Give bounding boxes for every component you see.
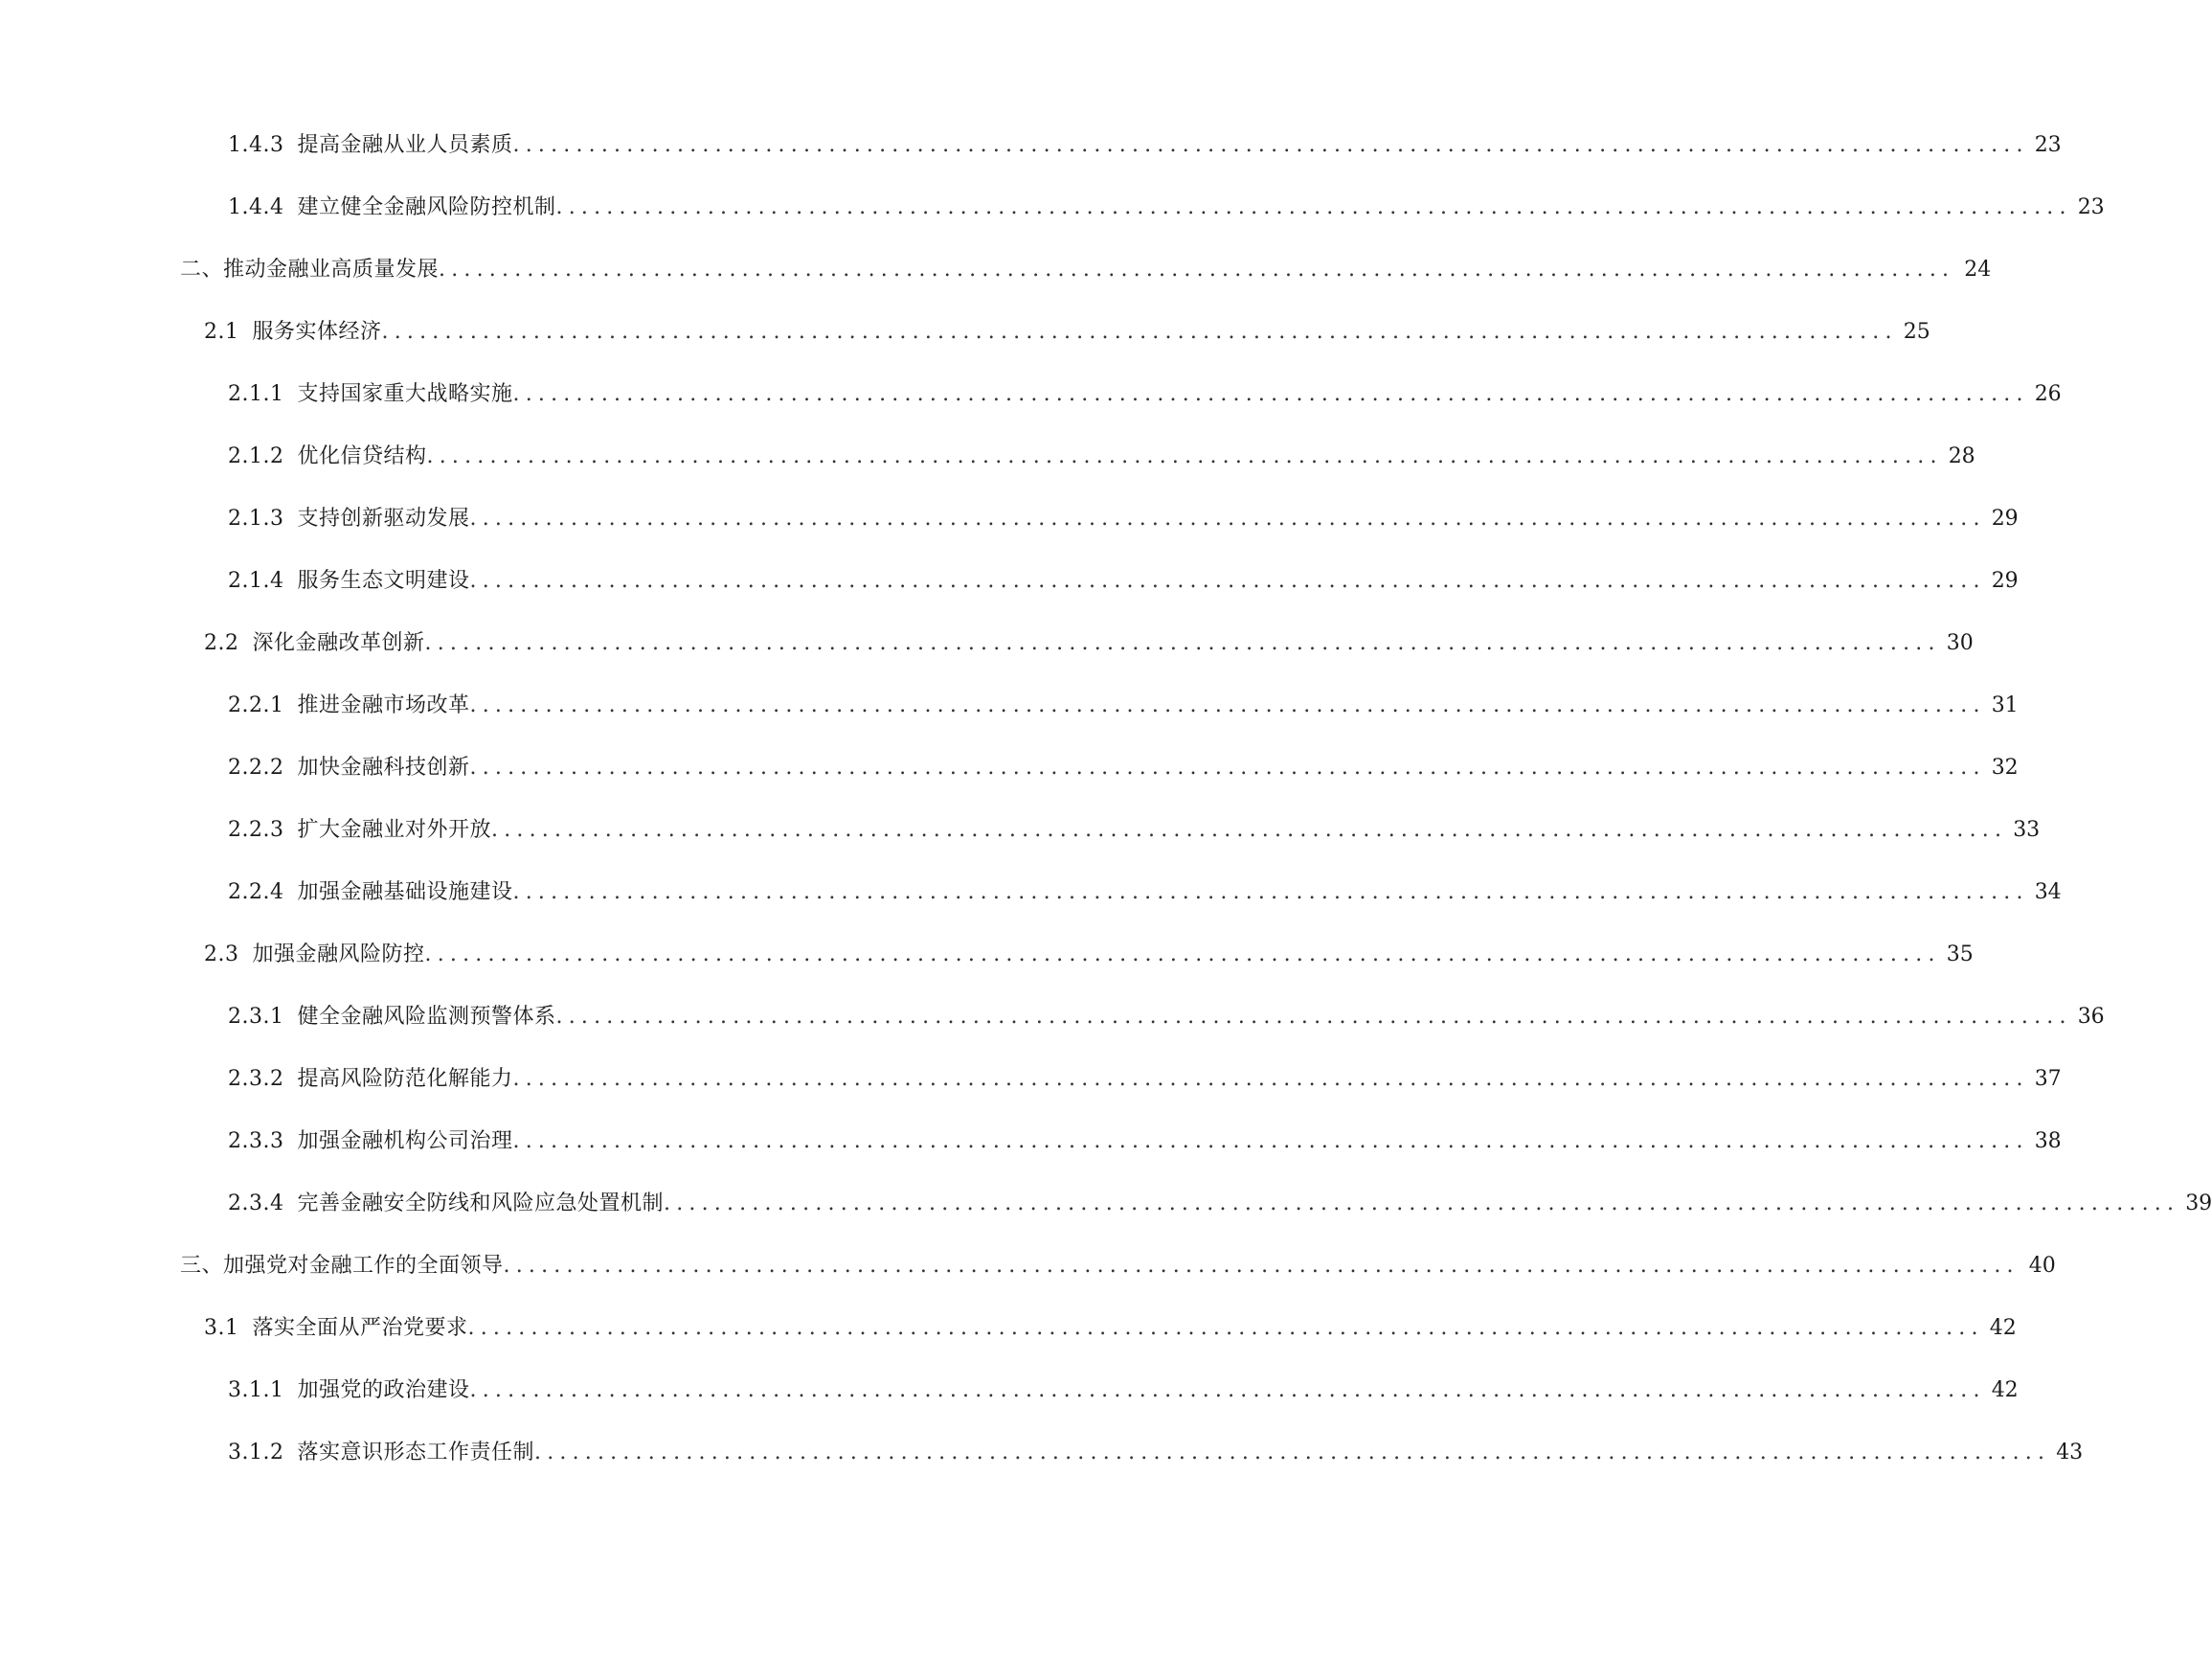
toc-dot-leader: ........................................................................................................................ — [512, 880, 2029, 904]
toc-entry-title: 优化信贷结构 — [297, 444, 427, 468]
toc-entry-title: 加强金融风险防控 — [252, 942, 425, 966]
toc-entry-title: 提高金融从业人员素质 — [297, 133, 513, 157]
toc-entry-number: 2.1.1 — [228, 382, 284, 406]
toc-dot-leader: ........................................................................................................................ — [426, 444, 1943, 468]
toc-entry-number: 3.1.2 — [228, 1441, 284, 1464]
toc-entry-number: 2.2.2 — [228, 756, 284, 780]
toc-entry-page: 29 — [1991, 569, 2019, 593]
toc-entry-number: 2.3.4 — [228, 1192, 284, 1215]
toc-entry[interactable] — [0, 941, 1974, 1003]
toc-entry-number: 2.3 — [204, 942, 239, 966]
toc-entry-title: 落实全面从严治党要求 — [252, 1316, 468, 1340]
toc-entry-text — [228, 1376, 470, 1405]
toc-entry-number: 二、 — [180, 258, 224, 282]
toc-entry-page: 42 — [1991, 1378, 2019, 1402]
toc-entry-title: 推进金融市场改革 — [297, 693, 470, 717]
toc-entry-number: 2.3.1 — [228, 1005, 284, 1029]
toc-entry-page: 36 — [2077, 1005, 2105, 1029]
toc-entry-title: 加强金融机构公司治理 — [297, 1129, 513, 1153]
toc-entry[interactable] — [0, 1439, 2084, 1501]
toc-entry-text — [180, 256, 439, 284]
toc-entry[interactable] — [0, 754, 2019, 816]
toc-dot-leader: ........................................................................................................................ — [381, 320, 1898, 344]
toc-entry-page: 31 — [1991, 693, 2019, 717]
toc-entry-number: 2.1.3 — [228, 507, 284, 531]
toc-entry-title: 扩大金融业对外开放 — [297, 818, 491, 842]
toc-dot-leader: ........................................................................................................................ — [491, 818, 2008, 842]
toc-entry-text — [228, 1065, 513, 1094]
toc-dot-leader: ........................................................................................................................ — [534, 1441, 2051, 1464]
toc-entry-text — [228, 443, 427, 471]
toc-entry[interactable] — [0, 193, 2105, 256]
toc-entry[interactable] — [0, 1003, 2105, 1065]
toc-entry[interactable] — [0, 1065, 2062, 1127]
toc-dot-leader: ........................................................................................................................ — [555, 1005, 2072, 1029]
toc-dot-leader: ........................................................................................................................ — [469, 756, 1986, 780]
toc-entry-title: 提高风险防范化解能力 — [297, 1067, 513, 1091]
toc-entry[interactable] — [0, 505, 2019, 567]
toc-entry[interactable] — [0, 878, 2062, 941]
toc-entry-title: 服务生态文明建设 — [297, 569, 470, 593]
toc-entry-page: 42 — [1989, 1316, 2017, 1340]
toc-entry[interactable] — [0, 443, 1975, 505]
toc-entry[interactable] — [0, 1376, 2019, 1439]
toc-entry-page: 37 — [2034, 1067, 2062, 1091]
toc-entry-page: 30 — [1946, 631, 1974, 655]
toc-entry-number: 2.2.4 — [228, 880, 284, 904]
toc-entry-page: 23 — [2034, 133, 2062, 157]
toc-entry-text — [228, 816, 491, 845]
toc-entry[interactable] — [0, 380, 2062, 443]
toc-entry-title: 推动金融业高质量发展 — [223, 258, 440, 282]
toc-entry-title: 建立健全金融风险防控机制 — [297, 195, 556, 219]
toc-entry[interactable] — [0, 1190, 2212, 1252]
table-of-contents — [0, 131, 2212, 1501]
toc-entry-page: 24 — [1964, 258, 1992, 282]
toc-entry[interactable] — [0, 692, 2019, 754]
toc-entry-title: 落实意识形态工作责任制 — [297, 1441, 534, 1464]
toc-entry-text — [228, 692, 470, 720]
toc-entry-page: 25 — [1903, 320, 1930, 344]
toc-dot-leader: ........................................................................................................................ — [469, 507, 1986, 531]
toc-entry[interactable] — [0, 256, 1992, 318]
toc-entry[interactable] — [0, 1314, 2017, 1376]
toc-entry[interactable] — [0, 567, 2019, 629]
toc-entry-number: 1.4.3 — [228, 133, 284, 157]
toc-entry-text — [228, 380, 513, 409]
toc-dot-leader: ........................................................................................................................ — [503, 1254, 2020, 1278]
toc-dot-leader: ........................................................................................................................ — [512, 382, 2029, 406]
toc-entry-page: 35 — [1946, 942, 1974, 966]
toc-entry-title: 加强党的政治建设 — [297, 1378, 470, 1402]
toc-entry-number: 3.1.1 — [228, 1378, 284, 1402]
toc-entry-number: 2.1.4 — [228, 569, 284, 593]
toc-entry-text — [228, 1190, 664, 1218]
toc-entry-number: 2.2.1 — [228, 693, 284, 717]
toc-entry-page: 33 — [2013, 818, 2041, 842]
toc-entry-number: 1.4.4 — [228, 195, 284, 219]
toc-entry[interactable] — [0, 1252, 2056, 1314]
toc-entry-number: 2.2 — [204, 631, 239, 655]
toc-dot-leader: ........................................................................................................................ — [469, 693, 1986, 717]
toc-entry-title: 健全金融风险监测预警体系 — [297, 1005, 556, 1029]
toc-entry-title: 支持国家重大战略实施 — [297, 382, 513, 406]
toc-entry-text — [228, 754, 470, 783]
toc-entry[interactable] — [0, 816, 2041, 878]
toc-entry-number: 三、 — [180, 1254, 224, 1278]
toc-dot-leader: ........................................................................................................................ — [664, 1192, 2180, 1215]
toc-dot-leader: ........................................................................................................................ — [469, 569, 1986, 593]
toc-dot-leader: ........................................................................................................................ — [469, 1378, 1986, 1402]
toc-entry-page: 23 — [2077, 195, 2105, 219]
toc-entry-text — [204, 318, 382, 347]
toc-entry-number: 2.2.3 — [228, 818, 284, 842]
toc-entry-text — [228, 131, 513, 160]
toc-entry-title: 完善金融安全防线和风险应急处置机制 — [297, 1192, 664, 1215]
toc-entry-title: 加强党对金融工作的全面领导 — [223, 1254, 504, 1278]
toc-entry-text — [228, 193, 556, 222]
toc-entry-page: 34 — [2034, 880, 2062, 904]
toc-entry-title: 支持创新驱动发展 — [297, 507, 470, 531]
toc-dot-leader: ........................................................................................................................ — [424, 631, 1941, 655]
toc-entry-title: 加快金融科技创新 — [297, 756, 470, 780]
toc-entry-page: 28 — [1948, 444, 1975, 468]
toc-entry-page: 40 — [2028, 1254, 2056, 1278]
toc-dot-leader: ........................................................................................................................ — [512, 1129, 2029, 1153]
toc-entry-page: 39 — [2185, 1192, 2212, 1215]
toc-entry[interactable] — [0, 131, 2062, 193]
toc-entry-number: 2.1 — [204, 320, 239, 344]
toc-entry-page: 26 — [2034, 382, 2062, 406]
toc-entry-text — [228, 567, 470, 596]
toc-entry-page: 43 — [2056, 1441, 2084, 1464]
toc-entry-page: 38 — [2034, 1129, 2062, 1153]
toc-entry-title: 加强金融基础设施建设 — [297, 880, 513, 904]
toc-dot-leader: ........................................................................................................................ — [512, 1067, 2029, 1091]
toc-entry-number: 2.3.3 — [228, 1129, 284, 1153]
toc-entry-text — [228, 878, 513, 907]
toc-entry-page: 32 — [1991, 756, 2019, 780]
toc-entry-page: 29 — [1991, 507, 2019, 531]
toc-entry-text — [204, 941, 425, 969]
toc-entry-number: 3.1 — [204, 1316, 239, 1340]
toc-entry-title: 深化金融改革创新 — [252, 631, 425, 655]
toc-entry-text — [180, 1252, 504, 1281]
toc-entry[interactable] — [0, 629, 1974, 692]
toc-entry-text — [228, 1127, 513, 1156]
toc-entry[interactable] — [0, 318, 1930, 380]
toc-entry-text — [228, 1439, 534, 1467]
toc-entry-number: 2.3.2 — [228, 1067, 284, 1091]
toc-entry-text — [228, 505, 470, 534]
toc-entry[interactable] — [0, 1127, 2062, 1190]
toc-dot-leader: ........................................................................................................................ — [512, 133, 2029, 157]
toc-entry-text — [228, 1003, 556, 1032]
toc-dot-leader: ........................................................................................................................ — [555, 195, 2072, 219]
toc-entry-number: 2.1.2 — [228, 444, 284, 468]
toc-dot-leader: ........................................................................................................................ — [424, 942, 1941, 966]
toc-entry-title: 服务实体经济 — [252, 320, 382, 344]
toc-entry-text — [204, 629, 425, 658]
toc-dot-leader: ........................................................................................................................ — [467, 1316, 1984, 1340]
toc-entry-text — [204, 1314, 468, 1343]
toc-dot-leader: ........................................................................................................................ — [439, 258, 1955, 282]
